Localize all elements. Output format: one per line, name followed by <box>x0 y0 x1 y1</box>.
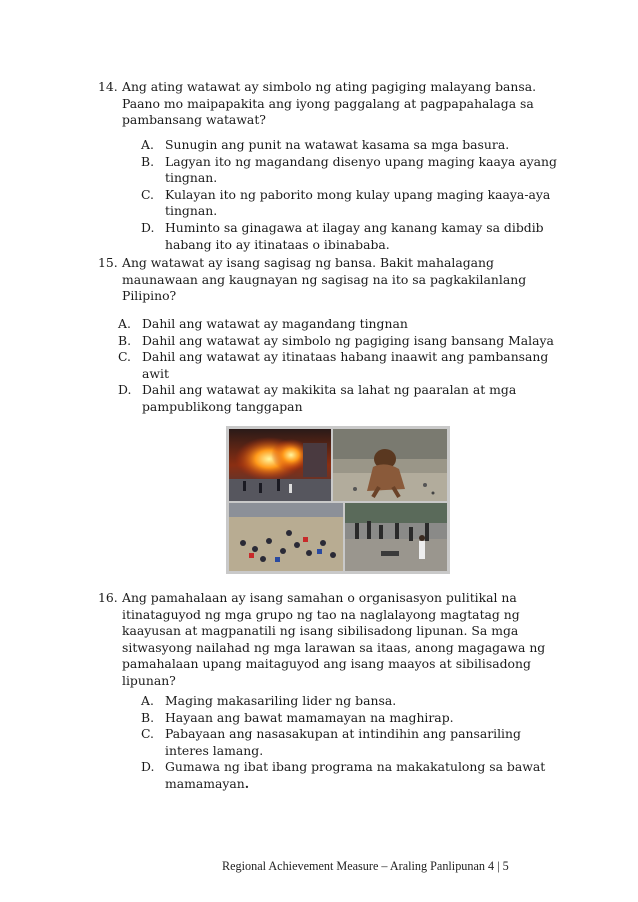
child-poverty-photo <box>333 429 447 501</box>
photo-collage <box>226 426 450 574</box>
option-letter: D. <box>118 382 132 398</box>
options-15 <box>118 316 558 416</box>
option-text <box>165 759 561 792</box>
option-d <box>141 220 561 253</box>
options-16 <box>141 693 561 793</box>
option-text-body: Gumawa ng ibat ibang programa na makakatulong sa bawat mamamayan <box>165 759 546 791</box>
option-text: Kulayan ito ng paborito mong kulay upang maging kaaya-aya tingnan. <box>165 186 551 219</box>
question-number: 14. <box>98 79 118 94</box>
street-riot-photo <box>345 503 447 571</box>
options-14 <box>141 137 561 253</box>
fire-scene-photo <box>229 429 331 501</box>
option-letter: D. <box>141 759 155 775</box>
option-b <box>141 710 561 727</box>
option-letter: C. <box>118 349 131 365</box>
question-number: 16. <box>98 590 118 605</box>
option-letter: B. <box>141 153 155 169</box>
question-text: Ang ating watawat ay simbolo ng ating pagiging malayang bansa. Paano mo maipapakita ang iyong paggalang at pagpapahalaga sa pambansang watawat? <box>122 79 537 128</box>
option-text: Dahil ang watawat ay makikita sa lahat ng paaralan at mga pampublikong tanggapan <box>142 382 517 414</box>
option-text: Sunugin ang punit na watawat kasama sa mga basura. <box>165 137 510 152</box>
option-letter: B. <box>118 332 132 348</box>
option-letter: C. <box>141 726 154 742</box>
option-a <box>141 137 561 154</box>
question-number: 15. <box>98 255 118 270</box>
option-text: Maging makasariling lider ng bansa. <box>165 693 397 708</box>
flood-scene-photo <box>229 503 343 571</box>
page-footer: Regional Achievement Measure – Araling Panlipunan 4 | 5 <box>222 859 509 873</box>
option-text: Dahil ang watawat ay itinataas habang inaawit ang pambansang awit <box>142 349 549 381</box>
option-text: Dahil ang watawat ay magandang tingnan <box>142 316 408 331</box>
option-c <box>141 187 561 220</box>
option-c <box>141 726 561 759</box>
option-letter: B. <box>141 709 155 725</box>
option-text: Lagyan ito ng magandang disenyo upang maging kaaya ayang tingnan. <box>165 153 557 186</box>
option-text: Dahil ang watawat ay simbolo ng pagiging isang bansang Malaya <box>142 332 554 348</box>
option-letter: A. <box>141 137 154 152</box>
question-15 <box>98 255 542 305</box>
option-text: Huminto sa ginagawa at ilagay ang kanang kamay sa dibdib habang ito ay itinataas o ibinababa. <box>165 219 544 252</box>
option-letter: D. <box>141 219 155 235</box>
option-c <box>118 349 558 382</box>
option-a <box>141 693 561 710</box>
option-text: Pabayaan ang nasasakupan at intindihin ang pansariling interes lamang. <box>165 726 521 758</box>
question-16 <box>98 590 560 690</box>
option-letter: A. <box>141 693 154 708</box>
option-text-period: . <box>244 775 250 791</box>
option-d <box>141 759 561 792</box>
question-14 <box>98 79 552 129</box>
question-text: Ang pamahalaan ay isang samahan o organisasyon pulitikal na itinataguyod ng mga grupo ng tao na naglalayong magtatag ng kaayusan at magpanatili ng isang sibilisadong lipunan. Sa mga sitwasyong nailahad ng mga larawan sa itaas, anong magagawa ng pamahalaan upang maitaguyod ang isang maayos at sibilisadong lipunan? <box>122 590 546 688</box>
option-letter: A. <box>118 316 131 331</box>
option-letter: C. <box>141 186 154 202</box>
option-d <box>118 382 558 415</box>
option-b <box>141 154 561 187</box>
question-text: Ang watawat ay isang sagisag ng bansa. Bakit mahalagang maunawaan ang kaugnayan ng sagisag na ito sa pagkakilanlang Pilipino? <box>122 255 527 304</box>
option-b <box>118 333 558 350</box>
option-text: Hayaan ang bawat mamamayan na maghirap. <box>165 709 454 725</box>
option-a <box>118 316 558 333</box>
